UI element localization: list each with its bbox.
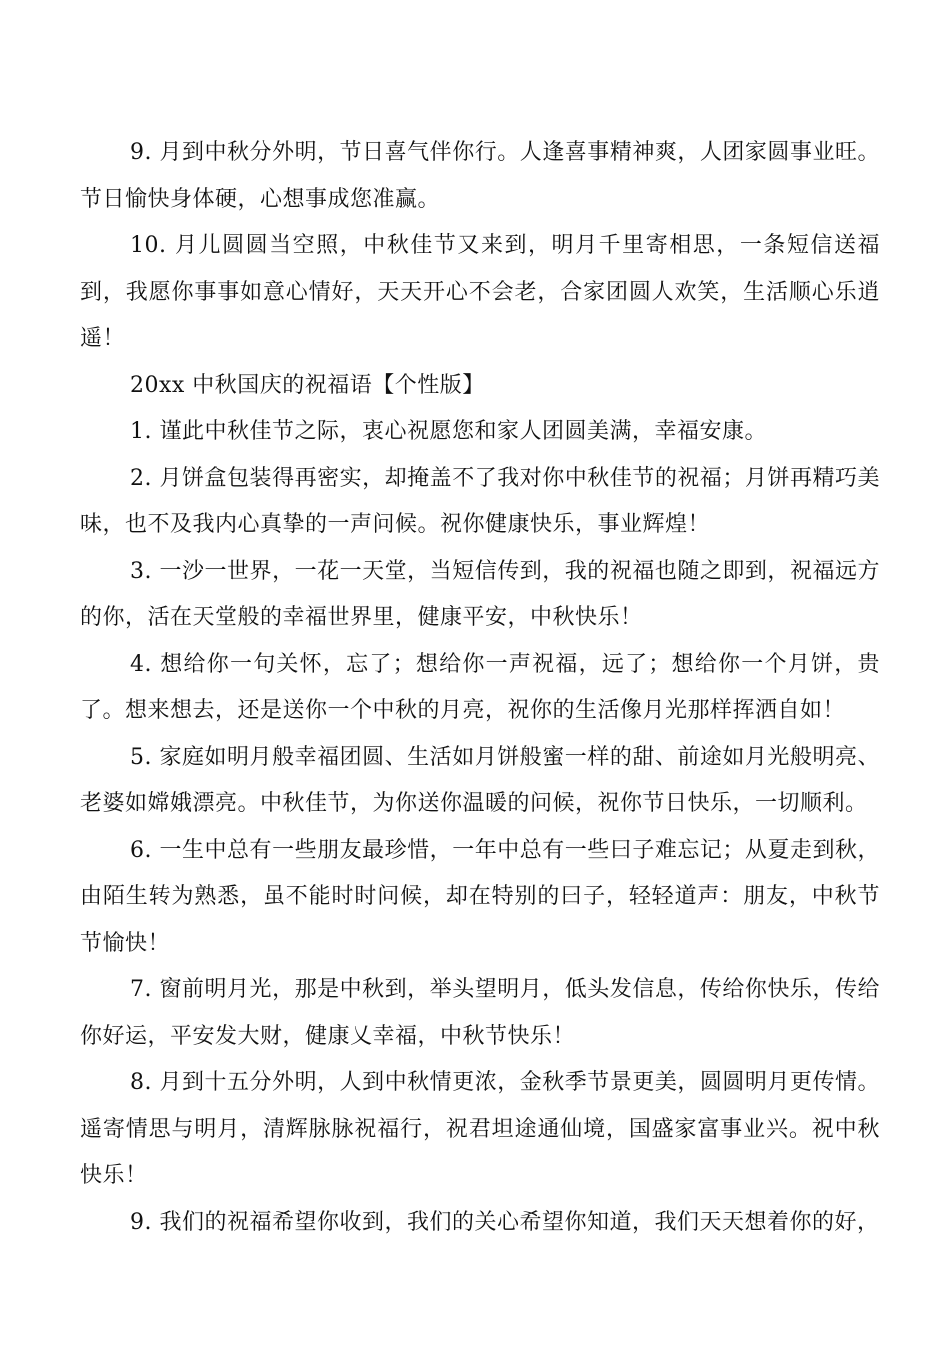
document-body (80, 130, 880, 1246)
paragraph-greeting-9-a: 9. 月到中秋分外明，节日喜气伴你行。人逢喜事精神爽，人团家圆事业旺。节日愉快身体硬，心想事成您准赢。 (80, 140, 880, 212)
paragraph-greeting-1: 1. 谨此中秋佳节之际，衷心祝愿您和家人团圆美满，幸福安康。 (130, 419, 767, 444)
paragraph-greeting-8: 8. 月到十五分外明，人到中秋情更浓，金秋季节景更美，圆圆明月更传情。遥寄情思与明月，清辉脉脉祝福行，祝君坦途通仙境，国盛家富事业兴。祝中秋快乐！ (80, 1070, 880, 1188)
paragraph-greeting-3: 3. 一沙一世界，一花一天堂，当短信传到，我的祝福也随之即到，祝福远方的你，活在天堂般的幸福世界里，健康平安，中秋快乐！ (80, 558, 880, 630)
paragraph-greeting-5: 5. 家庭如明月般幸福团圆、生活如月饼般蜜一样的甜、前途如月光般明亮、老婆如嫦娥漂亮。中秋佳节，为你送你温暖的问候，祝你节日快乐，一切顺利。 (80, 744, 880, 816)
paragraph-greeting-7: 7. 窗前明月光，那是中秋到，举头望明月，低头发信息，传给你快乐，传给你好运，平安发大财，健康乂幸福，中秋节快乐！ (80, 977, 880, 1049)
paragraph-greeting-9-b: 9. 我们的祝福希望你收到，我们的关心希望你知道，我们天天想着你的好， (130, 1209, 880, 1235)
paragraph-greeting-2: 2. 月饼盒包装得再密实，却掩盖不了我对你中秋佳节的祝福；月饼再精巧美味，也不及我内心真挚的一声问候。祝你健康快乐，事业辉煌！ (80, 465, 880, 537)
section-heading: 20xx 中秋国庆的祝福语【个性版】 (130, 372, 485, 398)
paragraph-greeting-10: 10. 月儿圆圆当空照，中秋佳节又来到，明月千里寄相思，一条短信送福到，我愿你事事如意心情好，天天开心不会老，合家团圆人欢笑，生活顺心乐逍遥！ (80, 233, 880, 351)
paragraph-greeting-4: 4. 想给你一句关怀，忘了；想给你一声祝福，远了；想给你一个月饼，贵了。想来想去，还是送你一个中秋的月亮，祝你的生活像月光那样挥洒自如！ (80, 651, 880, 723)
paragraph-greeting-6: 6. 一生中总有一些朋友最珍惜，一年中总有一些曰子难忘记；从夏走到秋，由陌生转为熟悉，虽不能时时问候，却在特别的曰子，轻轻道声：朋友，中秋节节愉快！ (80, 837, 880, 956)
